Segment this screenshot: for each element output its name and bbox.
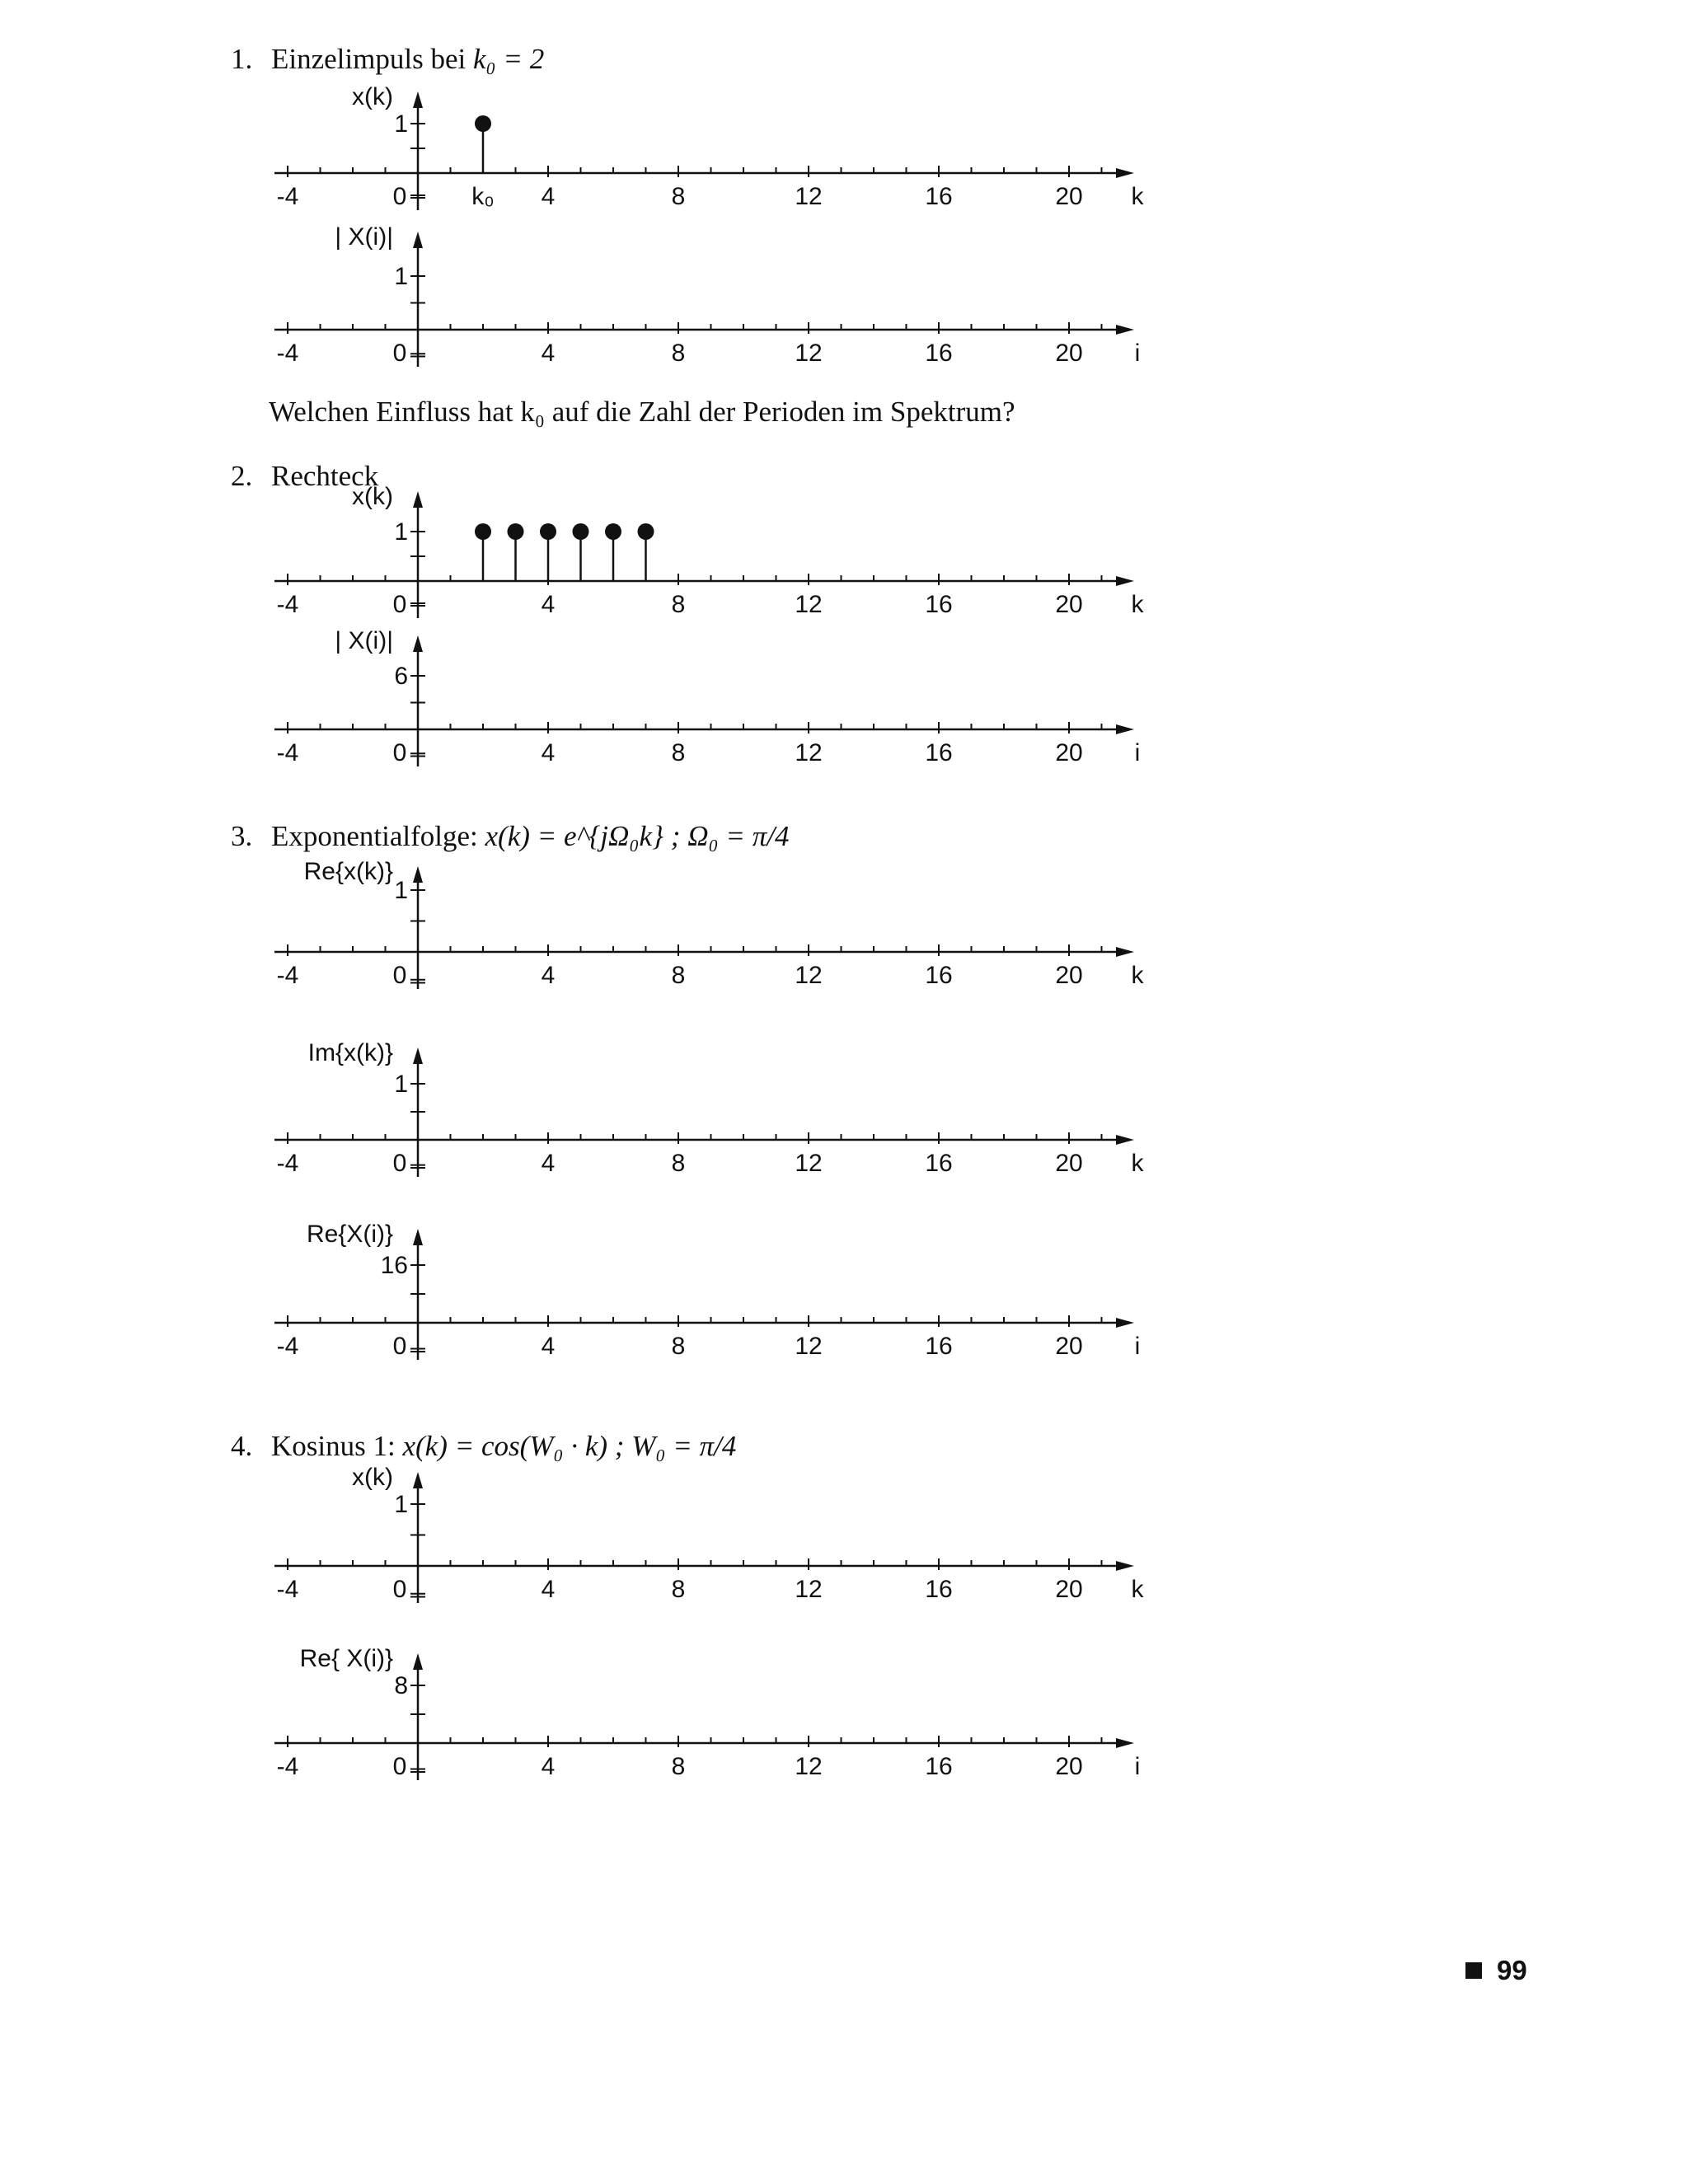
x-tick-label: 16 xyxy=(925,591,953,618)
section-1-heading xyxy=(231,43,544,76)
x-tick-label: 20 xyxy=(1055,340,1083,367)
stem-dot xyxy=(475,523,491,540)
plot-exp-real xyxy=(0,857,1688,1030)
x-axis-variable-label: k xyxy=(1131,1576,1144,1603)
section-title: Rechteck xyxy=(271,460,379,492)
x-axis-arrow-icon xyxy=(1116,325,1134,335)
y-axis-label: Re{ X(i)} xyxy=(299,1645,393,1672)
x-tick-label: 20 xyxy=(1055,1753,1083,1780)
y-axis-arrow-icon xyxy=(413,91,423,108)
x-tick-label: 4 xyxy=(541,1753,556,1780)
x-tick-label: 8 xyxy=(671,1150,686,1177)
x-tick-label: 12 xyxy=(795,739,823,766)
x-tick-label: 12 xyxy=(795,1753,823,1780)
k0-tick-label: k₀ xyxy=(471,183,495,210)
y-axis-label: Re{X(i)} xyxy=(306,1221,393,1248)
x-tick-label: 12 xyxy=(795,183,823,210)
plot-impulse-xk xyxy=(0,83,1688,227)
x-tick-label: 4 xyxy=(541,1576,556,1603)
x-tick-label: 4 xyxy=(541,962,556,989)
x-tick-label: 8 xyxy=(671,340,686,367)
origin-label: 0 xyxy=(392,183,407,210)
plot-impulse-spectrum xyxy=(0,223,1688,387)
x-tick-label: 16 xyxy=(925,962,953,989)
x-tick-label: 8 xyxy=(671,739,686,766)
y-axis-arrow-icon xyxy=(413,635,423,652)
x-tick-label: 12 xyxy=(795,1333,823,1360)
page-number xyxy=(1465,1955,1527,1986)
plot-rect-spectrum xyxy=(0,626,1688,775)
y-tick-label: 8 xyxy=(394,1672,408,1699)
origin-label: 0 xyxy=(392,1150,407,1177)
section-number: 4. xyxy=(231,1430,253,1462)
x-tick-label: 16 xyxy=(925,340,953,367)
y-axis-arrow-icon xyxy=(413,491,423,508)
y-axis-label: | X(i)| xyxy=(335,223,393,251)
x-tick-label: 8 xyxy=(671,183,686,210)
x-axis-variable-label: k xyxy=(1131,1150,1144,1177)
page-marker-square-icon xyxy=(1465,1962,1482,1979)
x-axis-arrow-icon xyxy=(1116,1738,1134,1748)
y-tick-label: 6 xyxy=(394,663,408,690)
stem-dot xyxy=(508,523,524,540)
section-formula: x(k) = cos(W₀ · k) ; W₀ = π/4 xyxy=(402,1430,737,1462)
x-axis-variable-label: i xyxy=(1134,1333,1141,1360)
x-axis-arrow-icon xyxy=(1116,1561,1134,1571)
y-tick-label: 1 xyxy=(394,877,408,904)
x-tick-label: 4 xyxy=(541,183,556,210)
x-tick-label: 12 xyxy=(795,1576,823,1603)
x-tick-label: 8 xyxy=(671,591,686,618)
x-axis-arrow-icon xyxy=(1116,947,1134,957)
section-formula: x(k) = e^{jΩ₀k} ; Ω₀ = π/4 xyxy=(485,820,790,852)
x-tick-label: -4 xyxy=(276,962,299,989)
y-axis-arrow-icon xyxy=(413,1472,423,1488)
y-tick-label: 1 xyxy=(394,518,408,546)
section-title: Einzelimpuls bei xyxy=(271,43,467,75)
y-axis-label: Re{x(k)} xyxy=(303,858,393,885)
x-axis-variable-label: k xyxy=(1131,591,1144,618)
x-tick-label: 8 xyxy=(671,1576,686,1603)
y-axis-arrow-icon xyxy=(413,1229,423,1245)
y-axis-label: x(k) xyxy=(352,1464,393,1491)
y-axis-arrow-icon xyxy=(413,1047,423,1064)
x-tick-label: 20 xyxy=(1055,183,1083,210)
origin-label: 0 xyxy=(392,1576,407,1603)
x-tick-label: -4 xyxy=(276,340,299,367)
origin-label: 0 xyxy=(392,962,407,989)
x-tick-label: 16 xyxy=(925,1753,953,1780)
x-tick-label: 4 xyxy=(541,591,556,618)
y-tick-label: 1 xyxy=(394,1491,408,1518)
x-tick-label: 4 xyxy=(541,1150,556,1177)
origin-label: 0 xyxy=(392,1333,407,1360)
y-axis-label: x(k) xyxy=(352,83,393,110)
x-tick-label: 12 xyxy=(795,340,823,367)
x-tick-label: 4 xyxy=(541,340,556,367)
stem-dot xyxy=(638,523,654,540)
plot-exp-spectrum xyxy=(0,1220,1688,1393)
x-axis-variable-label: k xyxy=(1131,183,1144,210)
x-axis-arrow-icon xyxy=(1116,576,1134,586)
section-title: Kosinus 1: xyxy=(271,1430,396,1462)
x-tick-label: 20 xyxy=(1055,1333,1083,1360)
y-axis-arrow-icon xyxy=(413,866,423,883)
x-tick-label: 20 xyxy=(1055,739,1083,766)
origin-label: 0 xyxy=(392,591,407,618)
x-tick-label: 4 xyxy=(541,739,556,766)
section-3-heading xyxy=(231,820,790,853)
x-tick-label: -4 xyxy=(276,1150,299,1177)
x-tick-label: 20 xyxy=(1055,591,1083,618)
x-axis-variable-label: i xyxy=(1134,1753,1141,1780)
y-tick-label: 1 xyxy=(394,1071,408,1098)
x-axis-arrow-icon xyxy=(1116,168,1134,178)
stem-dot xyxy=(475,115,491,132)
y-tick-label: 16 xyxy=(380,1252,408,1279)
stem-dot xyxy=(605,523,621,540)
x-tick-label: -4 xyxy=(276,1576,299,1603)
section-number: 3. xyxy=(231,820,253,852)
y-tick-label: 1 xyxy=(394,110,408,138)
x-tick-label: 16 xyxy=(925,739,953,766)
x-tick-label: 16 xyxy=(925,183,953,210)
y-axis-label: | X(i)| xyxy=(335,627,393,654)
y-axis-label: x(k) xyxy=(352,483,393,510)
x-tick-label: 12 xyxy=(795,1150,823,1177)
x-tick-label: -4 xyxy=(276,1753,299,1780)
x-tick-label: 8 xyxy=(671,1333,686,1360)
x-tick-label: -4 xyxy=(276,591,299,618)
origin-label: 0 xyxy=(392,739,407,766)
x-tick-label: 12 xyxy=(795,962,823,989)
x-tick-label: 12 xyxy=(795,591,823,618)
x-tick-label: 4 xyxy=(541,1333,556,1360)
x-tick-label: 20 xyxy=(1055,1150,1083,1177)
stem-dot xyxy=(540,523,556,540)
plot-rect-xk xyxy=(0,483,1688,635)
section-formula: k₀ = 2 xyxy=(472,43,545,75)
x-tick-label: 20 xyxy=(1055,1576,1083,1603)
stem-dot xyxy=(573,523,589,540)
y-axis-arrow-icon xyxy=(413,1653,423,1670)
x-axis-arrow-icon xyxy=(1116,724,1134,734)
x-axis-variable-label: i xyxy=(1134,739,1141,766)
y-tick-label: 1 xyxy=(394,263,408,290)
question-text: Welchen Einfluss hat k₀ auf die Zahl der Perioden im Spektrum? xyxy=(269,396,1015,428)
x-tick-label: 16 xyxy=(925,1150,953,1177)
section-4-heading xyxy=(231,1430,736,1463)
section-title: Exponentialfolge: xyxy=(271,820,478,852)
x-tick-label: 16 xyxy=(925,1576,953,1603)
plot-cos-spectrum xyxy=(0,1645,1688,1813)
x-tick-label: -4 xyxy=(276,183,299,210)
y-axis-arrow-icon xyxy=(413,232,423,248)
x-axis-arrow-icon xyxy=(1116,1135,1134,1145)
origin-label: 0 xyxy=(392,1753,407,1780)
x-axis-variable-label: k xyxy=(1131,962,1144,989)
x-tick-label: -4 xyxy=(276,739,299,766)
x-tick-label: 16 xyxy=(925,1333,953,1360)
x-axis-arrow-icon xyxy=(1116,1318,1134,1328)
x-tick-label: 8 xyxy=(671,1753,686,1780)
x-tick-label: 20 xyxy=(1055,962,1083,989)
section-number: 2. xyxy=(231,460,253,492)
plot-exp-imag xyxy=(0,1039,1688,1207)
x-tick-label: 8 xyxy=(671,962,686,989)
plot-cos-xk xyxy=(0,1464,1688,1632)
page-number-text: 99 xyxy=(1497,1955,1527,1985)
y-axis-label: Im{x(k)} xyxy=(307,1039,393,1066)
section-number: 1. xyxy=(231,43,253,75)
x-axis-variable-label: i xyxy=(1134,340,1141,367)
x-tick-label: -4 xyxy=(276,1333,299,1360)
origin-label: 0 xyxy=(392,340,407,367)
